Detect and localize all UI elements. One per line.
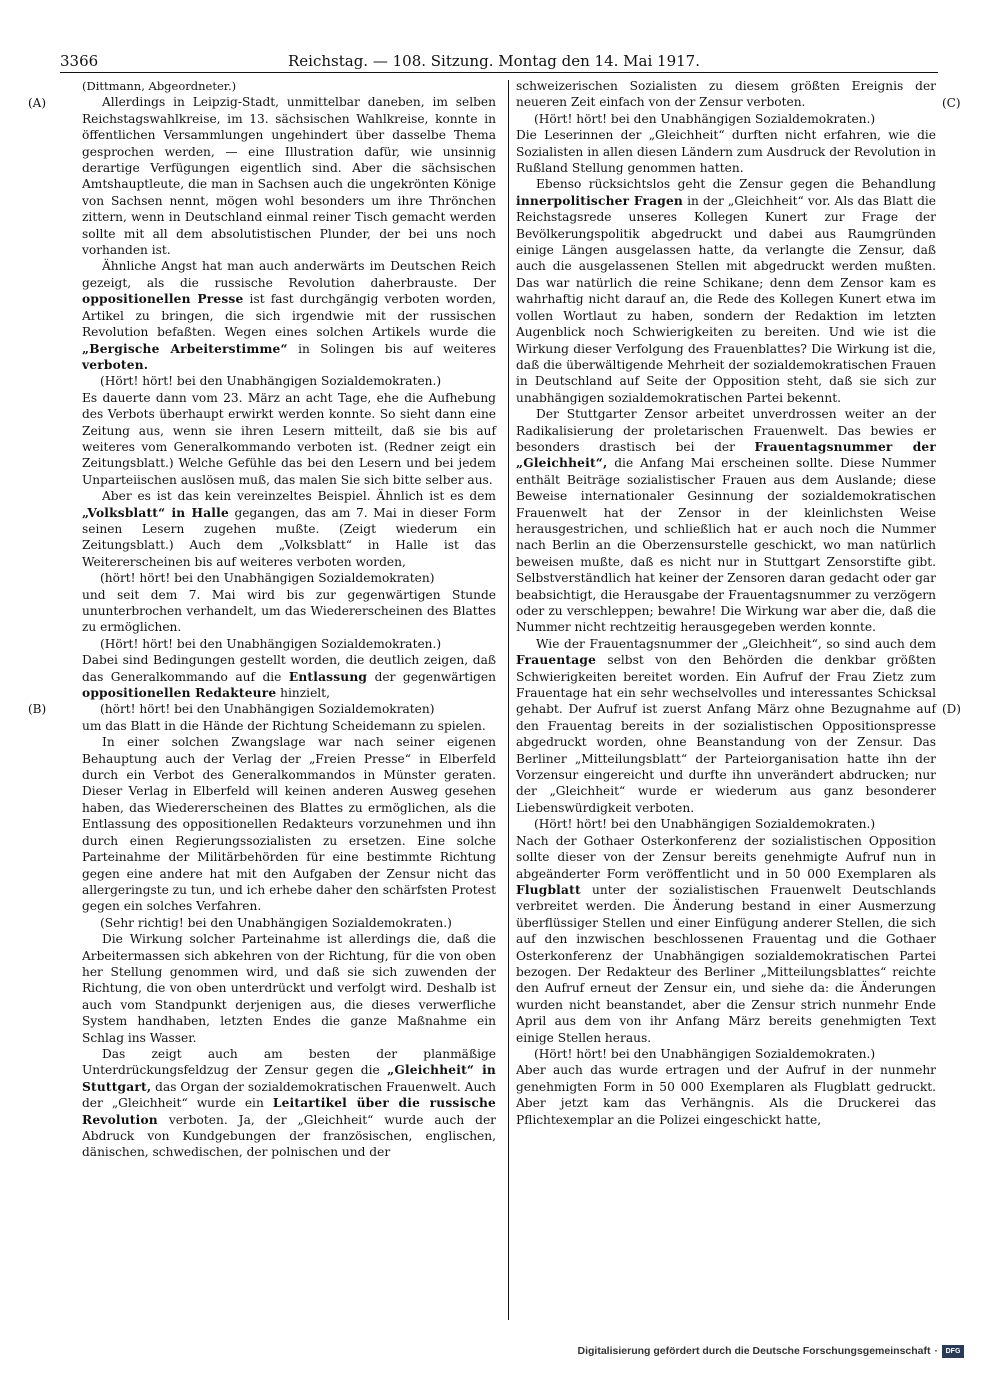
paragraph: [82, 718, 496, 734]
text-run: (Sehr richtig! bei den Unabhängigen Sozialdemokraten.): [100, 915, 452, 930]
emphasis-text: verboten.: [82, 357, 149, 372]
dfg-logo-icon: DFG: [942, 1345, 964, 1358]
text-run: (hört! hört! bei den Unabhängigen Sozialdemokraten): [100, 702, 435, 717]
emphasis-text: „Volksblatt“ in Halle: [82, 505, 229, 520]
paragraph: [516, 127, 936, 176]
emphasis-text: Frauentagsnummer der „Gleichheit“,: [516, 439, 936, 471]
text-run: unter der sozialistischen Frauenwelt Deutschlands verbreitet werden. Die Änderung bestand in einer Ausmerzung überflüssiger Stellen und einer Einfügung anderer Stellen, die sich auf den inzwischen beschlossenen Frauentag und die Gothaer Osterkonferenz der Unabhängigen sozialdemokratischen Partei bezogen. Der Redakteur des Berliner „Mitteilungsblattes“ reichte den Aufruf erneut der Zensur ein, und siehe da: die Änderungen wurden nicht beanstandet, aber die Zensur strich nunmehr Ende April aus dem von ihr Anfang März bereits genehmigten Text einige Stellen heraus.: [516, 882, 936, 1045]
interjection: [82, 701, 496, 717]
interjection: [82, 915, 496, 931]
text-run: Das zeigt auch am besten der planmäßige Unterdrückungsfeldzug der Zensur gegen die: [82, 1046, 496, 1078]
text-run: der gegenwärtigen: [367, 669, 496, 684]
text-run: In einer solchen Zwangslage war nach seiner eigenen Behauptung auch der Verlag der „Freien Presse“ in Elberfeld durch ein Verbot des Generalkommandos in Münster geraten. Dieser Verlag in Elberfeld will keinen anderen Ausweg gesehen haben, das Wiedererscheinen des Blattes zu ermöglichen, als die Entlassung des oppositionellen Redakteurs vorzunehmen und ihn durch einen Regierungssozialisten zu ersetzen. Eine solche Parteinahme der Militärbehörden für eine bestimmte Richtung gegen eine andere hat mit den Aufgaben der Zensur nicht das allergeringste zu tun, und ich erhebe daher den schärfsten Protest gegen ein solches Verfahren.: [82, 735, 496, 914]
paragraph: [516, 1062, 936, 1128]
page-number: 3366: [60, 52, 99, 70]
text-run: Der Stuttgarter Zensor arbeitet unverdrossen weiter an der Radikalisierung der proletarischen Frauenwelt. Das bewies er besonders drastisch bei der: [516, 407, 936, 454]
text-run: die Anfang Mai erscheinen sollte. Diese Nummer enthält Beiträge sozialistischer Frauen aus dem Auslande; diese Beweise internationaler Gesinnung der sozialdemokratischen Frauenwelt hat der Zensor in der kleinlichsten Weise herausgestrichen, und schließlich hat er auch noch die Nummer nach Berlin an die Oberzensurstelle geschickt, wo man natürlich beweisen mußte, daß es nicht nur in Stuttgart Zensorstifte gibt. Selbstverständlich hat keiner der Zensoren daran gedacht oder gar beabsichtigt, die Herausgabe der Frauentagsnummer zu verzögern oder zu verschleppen; bewahre! Die Wirkung war aber die, daß die Nummer nicht rechtzeitig herausgegeben werden konnte.: [516, 456, 936, 635]
emphasis-text: Entlassung: [288, 669, 368, 684]
interjection: [516, 111, 936, 127]
emphasis-text: Flugblatt: [516, 882, 581, 897]
text-run: (Hört! hört! bei den Unabhängigen Sozialdemokraten.): [534, 111, 876, 126]
text-run: Es dauerte dann vom 23. März an acht Tage, ehe die Aufhebung des Verbots überhaupt erwirkt werden konnte. So sieht dann eine Zeitung aus, wenn sie ihren Lesern mitteilt, daß sie bis auf weiteres vom Generalkommando verboten ist. (Redner zeigt ein Zeitungsblatt.) Welche Gefühle das bei den Lesern und bei jedem Unparteiischen auslösen muß, das malen Sie sich bitte selber aus.: [82, 390, 496, 487]
column-divider: [508, 80, 509, 1320]
text-run: gegangen, das am 7. Mai in dieser Form seinen Lesern zugehen mußte. (Zeigt wiederum ein Zeitungsblatt.) Auch dem „Volksblatt“ in Halle ist das Weitererscheinen bis auf weiteres verboten worden,: [82, 505, 496, 569]
emphasis-text: „Bergische Arbeiterstimme“: [82, 341, 288, 356]
interjection: [82, 373, 496, 389]
left-paragraphs: [82, 94, 496, 1160]
digitization-credit: Digitalisierung gefördert durch die Deutsche Forschungsgemeinschaft: [577, 1345, 931, 1357]
emphasis-text: innerpolitischer Fragen: [516, 193, 683, 208]
text-run: (Hört! hört! bei den Unabhängigen Sozialdemokraten.): [100, 374, 442, 389]
text-run: ist fast durchgängig verboten worden, Artikel zu bringen, die sich irgendwie mit der russischen Revolution befaßten. Wegen eines solchen Artikels wurde die: [82, 292, 496, 340]
text-run: verboten. Ja, der „Gleichheit“ wurde auch der Abdruck von Kundgebungen der französischen, englischen, dänischen, schwedischen, der polnischen und der: [82, 1112, 496, 1160]
text-run: Allerdings in Leipzig-Stadt, unmittelbar daneben, im selben Reichstagswahlkreise, im 13. sächsischen Wahlkreise, konnte in öffentlichen Versammlungen ungehindert über dasselbe Thema gesprochen werden, — eine Illustration dafür, wie unsinnig derartige Verfügungen eigentlich sind. Aber die sächsischen Amtshauptleute, die man in Sachsen auch die ungekrönten Könige von Sachsen nennt, mögen wohl besonders um ihre Thrönchen zittern, wenn in Deutschland einmal reiner Tisch gemacht werden sollte mit all dem absolutistischen Plunder, der bei uns noch vorhanden ist.: [82, 95, 496, 258]
emphasis-text: Frauentage: [516, 653, 597, 668]
text-run: Nach der Gothaer Osterkonferenz der sozialistischen Opposition sollte dieser von der Zensur bereits genehmigte Aufruf nun in abgeänderter Form veröffentlicht und in 50 000 Exemplaren als: [516, 833, 936, 881]
text-run: um das Blatt in die Hände der Richtung Scheidemann zu spielen.: [82, 718, 486, 733]
paragraph: [82, 734, 496, 914]
text-run: (Hört! hört! bei den Unabhängigen Sozialdemokraten.): [100, 636, 442, 651]
interjection: [516, 816, 936, 832]
separator-dot: ·: [934, 1345, 938, 1357]
left-column: [82, 78, 496, 1161]
paragraph: [516, 833, 936, 1046]
speaker-label: (Dittmann, Abgeordneter.): [82, 79, 237, 93]
text-run: Aber auch das wurde ertragen und der Aufruf in der nunmehr genehmigten Form in 50 000 Exemplaren als Flugblatt gedruckt. Aber jetzt kam das Verhängnis. Als die Druckerei das Pflichtexemplar an die Polizei eingeschickt hatte,: [516, 1063, 936, 1127]
interjection: [82, 570, 496, 586]
text-run: selbst von den Behörden die denkbar größten Schwierigkeiten bereitet worden. Ein Aufruf der Frau Zietz zum Frauentage hat ein sehr wechselvolles und interessantes Schicksal gehabt. Der Aufruf ist zuerst Anfang März ohne Bezugnahme auf den Frauentag bereits in der sozialistischen Oppositionspresse abgedruckt worden, ohne Beanstandung von der Zensur. Das Berliner „Mitteilungsblatt“ der Parteiorganisation hatte ihn der Vorzensur eingereicht und durfte ihn unverändert abdrucken; nur der „Gleichheit“ wurde er wiederum aus ganz besonderer Liebenswürdigkeit verboten.: [516, 653, 936, 815]
emphasis-text: Leitartikel über die russische Revolution: [82, 1096, 496, 1127]
paragraph: [516, 636, 936, 816]
paragraph: [516, 406, 936, 636]
text-run: schweizerischen Sozialisten zu diesem größten Ereignis der neueren Zeit einfach von der Zensur verboten.: [516, 79, 936, 110]
emphasis-text: „Gleichheit“ in Stuttgart,: [82, 1063, 496, 1094]
text-run: hinzielt,: [276, 686, 330, 701]
text-run: Ähnliche Angst hat man auch anderwärts im Deutschen Reich gezeigt, als die russische Revolution daherbrauste. Der: [82, 259, 496, 290]
paragraph: [82, 587, 496, 636]
text-run: das Organ der sozialdemokratischen Frauenwelt. Auch der „Gleichheit“ wurde ein: [82, 1079, 496, 1111]
margin-mark-a: (A): [28, 96, 47, 110]
text-run: (Hört! hört! bei den Unabhängigen Sozialdemokraten.): [534, 1046, 876, 1061]
running-head: Reichstag. — 108. Sitzung. Montag den 14. Mai 1917.: [288, 52, 700, 70]
text-run: Wie der Frauentagsnummer der „Gleichheit“, so sind auch dem: [536, 636, 936, 651]
margin-mark-c: (C): [942, 96, 961, 110]
text-run: (Hört! hört! bei den Unabhängigen Sozialdemokraten.): [534, 817, 876, 832]
text-run: Ebenso rücksichtslos geht die Zensur gegen die Behandlung: [536, 177, 936, 192]
paragraph: [82, 931, 496, 1046]
emphasis-text: oppositionellen Redakteure: [82, 686, 277, 701]
header-rule: [60, 72, 938, 73]
paragraph: [516, 78, 936, 111]
text-run: (hört! hört! bei den Unabhängigen Sozialdemokraten): [100, 571, 435, 586]
right-paragraphs: [516, 78, 936, 1128]
text-run: und seit dem 7. Mai wird bis zur gegenwärtigen Stunde ununterbrochen verhandelt, um das Wiedererscheinen des Blattes zu ermöglichen.: [82, 587, 496, 635]
paragraph: [82, 652, 496, 701]
text-run: Die Leserinnen der „Gleichheit“ durften nicht erfahren, wie die Sozialisten in allen diesen Ländern zum Ausdruck der Revolution in Rußland Stellung genommen hatten.: [516, 128, 936, 176]
paragraph: [82, 1046, 496, 1161]
interjection: [82, 636, 496, 652]
footer-credit: [578, 1342, 964, 1360]
page-header: [60, 50, 938, 72]
text-run: Dabei sind Bedingungen gestellt worden, die deutlich zeigen, daß das Generalkommando auf die: [82, 653, 496, 684]
paragraph: [82, 488, 496, 570]
text-run: in der „Gleichheit“ vor. Als das Blatt die Reichstagsrede unseres Kollegen Kunert zur Frage der Bevölkerungspolitik abgedruckt und dabei aus Raumgründen einige Längen ausgelassen hatte, da verlangte die Zensur, daß auch die ausgelassenen Stellen mit abgedruckt werden mußten. Das war natürlich die reine Schikane; denn dem Zensor kam es wahrhaftig nicht darauf an, die Rede des Kollegen Kunert etwa im vollen Wortlaut zu haben, sondern der Redaktion im letzten Augenblick noch Schwierigkeiten zu bereiten. Und wie ist die Wirkung dieser Verfolgung des Frauenblattes? Die Wirkung ist die, daß die überwältigende Mehrheit der sozialdemokratischen Frauen in Deutschland auf Seite der Opposition steht, daß sie sich zur unabhängigen sozialdemokratischen Partei bekennt.: [516, 193, 936, 405]
margin-mark-b: (B): [28, 702, 47, 716]
text-run: Aber es ist das kein vereinzeltes Beispiel. Ähnlich ist es dem: [102, 489, 496, 504]
right-column: [516, 78, 936, 1128]
margin-mark-d: (D): [942, 702, 961, 716]
paragraph: [82, 258, 496, 373]
interjection: [516, 1046, 936, 1062]
text-run: Die Wirkung solcher Parteinahme ist allerdings die, daß die Arbeitermassen sich abkehren von der Richtung, für die von oben her Stellung genommen wird, und daß sie sich zuwenden der Richtung, die von oben unterdrückt und verfolgt wird. Deshalb ist auch vom Standpunkt derjenigen aus, die dieses verwerfliche System handhaben, letzten Endes die ganze Maßnahme ein Schlag ins Wasser.: [82, 932, 496, 1045]
paragraph: [516, 176, 936, 406]
paragraph: [82, 390, 496, 488]
text-run: in Solingen bis auf weiteres: [287, 341, 496, 356]
emphasis-text: oppositionellen Presse: [82, 292, 244, 307]
paragraph: [82, 94, 496, 258]
